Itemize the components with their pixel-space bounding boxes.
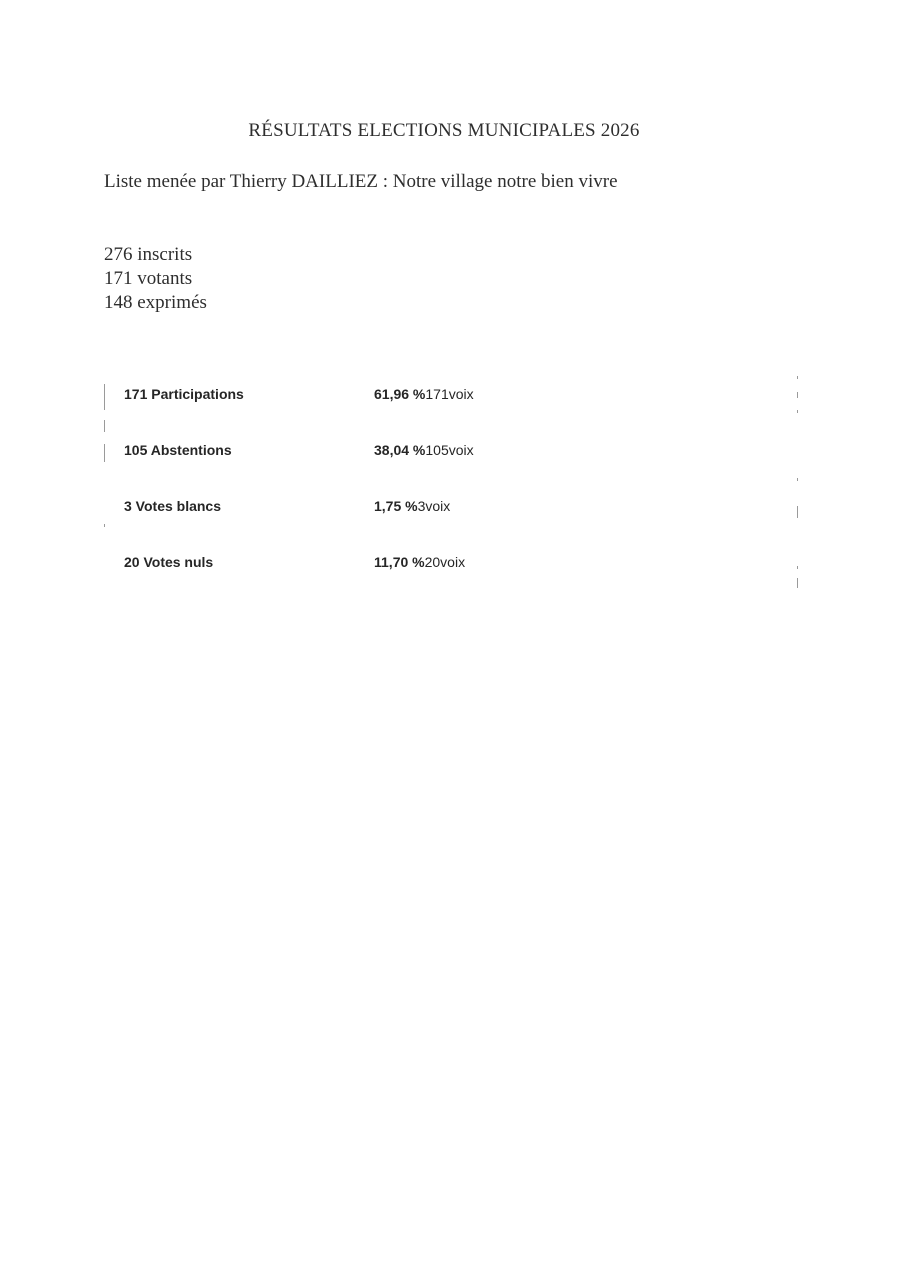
- scan-speck: [797, 392, 798, 398]
- scan-speck: [797, 478, 798, 481]
- result-value: [374, 386, 474, 402]
- scan-speck: [797, 566, 798, 569]
- summary-inscrits: 276 inscrits: [104, 244, 193, 265]
- result-voix: 105voix: [425, 442, 474, 458]
- scan-speck: [797, 376, 798, 379]
- result-row-participations: [124, 386, 724, 442]
- scan-speck: [104, 444, 105, 462]
- results-table: [124, 386, 724, 610]
- summary-exprimes: 148 exprimés: [104, 292, 207, 313]
- result-label: 3 Votes blancs: [124, 498, 222, 514]
- scan-speck: [797, 578, 798, 588]
- document-title: RÉSULTATS ELECTIONS MUNICIPALES 2026: [248, 120, 640, 141]
- scan-speck: [104, 420, 105, 432]
- result-row-abstentions: [124, 442, 724, 498]
- result-row-votes-nuls: [124, 554, 724, 610]
- list-leader-line: Liste menée par Thierry DAILLIEZ : Notre village notre bien vivre: [104, 171, 618, 192]
- result-row-votes-blancs: [124, 498, 724, 554]
- voter-summary: [104, 243, 207, 315]
- scan-speck: [104, 384, 105, 410]
- result-label: 171 Participations: [124, 386, 244, 402]
- summary-votants: 171 votants: [104, 268, 193, 289]
- result-value: [374, 442, 474, 458]
- result-voix: 20voix: [424, 554, 466, 570]
- result-percent: 38,04 %: [374, 442, 426, 458]
- scan-speck: [104, 524, 105, 527]
- result-percent: 61,96 %: [374, 386, 426, 402]
- result-percent: 11,70 %: [374, 554, 425, 570]
- scan-speck: [797, 506, 798, 518]
- scan-speck: [797, 410, 798, 413]
- result-percent: 1,75 %: [374, 498, 418, 514]
- result-value: [374, 498, 450, 514]
- result-value: [374, 554, 465, 570]
- result-voix: 3voix: [417, 498, 451, 514]
- result-voix: 171voix: [425, 386, 474, 402]
- result-label: 105 Abstentions: [124, 442, 232, 458]
- result-label: 20 Votes nuls: [124, 554, 214, 570]
